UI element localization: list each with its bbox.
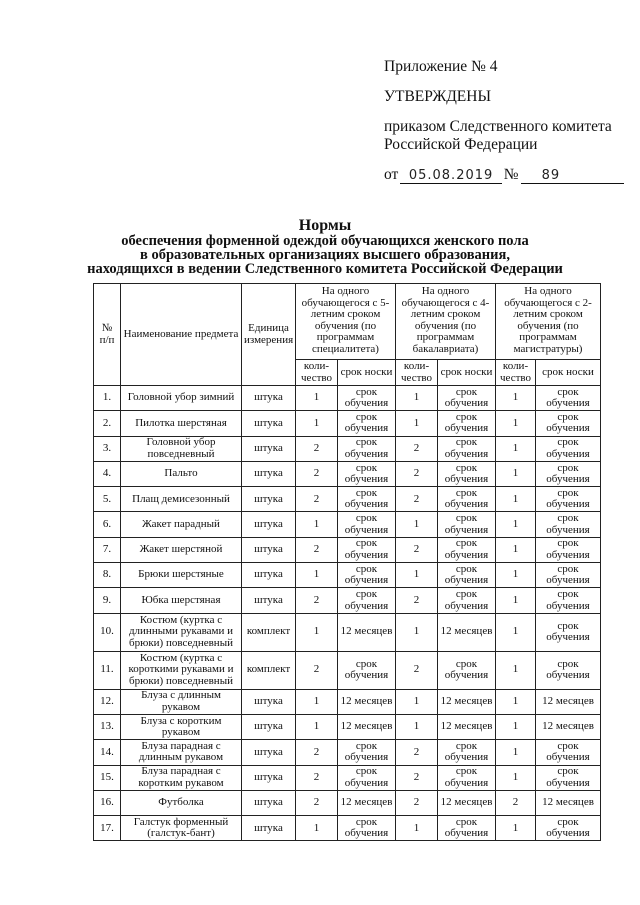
qty-2-year: 1 [496, 816, 536, 841]
qty-5-year: 1 [296, 714, 338, 739]
item-name: Жакет шерстяной [121, 537, 242, 562]
qty-4-year: 1 [396, 689, 438, 714]
term-5-year: срок обучения [338, 651, 396, 689]
item-name: Блуза с коротким рукавом [121, 714, 242, 739]
header-name: Наименование предмета [121, 284, 242, 386]
row-number: 17. [94, 816, 121, 841]
item-name: Пилотка шерстяная [121, 411, 242, 436]
term-2-year: срок обучения [536, 740, 601, 765]
item-name: Костюм (куртка с длинными рукавами и брюки) повседневный [121, 613, 242, 651]
row-number: 6. [94, 512, 121, 537]
term-4-year: 12 месяцев [438, 613, 496, 651]
item-unit: штука [242, 487, 296, 512]
qty-5-year: 2 [296, 790, 338, 815]
term-4-year: срок обучения [438, 651, 496, 689]
row-number: 13. [94, 714, 121, 739]
term-4-year: 12 месяцев [438, 689, 496, 714]
item-name: Юбка шерстяная [121, 588, 242, 613]
item-unit: штука [242, 790, 296, 815]
qty-4-year: 2 [396, 436, 438, 461]
from-label: от [384, 166, 399, 183]
qty-5-year: 2 [296, 436, 338, 461]
term-2-year: срок обучения [536, 765, 601, 790]
term-2-year: 12 месяцев [536, 689, 601, 714]
row-number: 2. [94, 411, 121, 436]
qty-2-year: 1 [496, 436, 536, 461]
qty-5-year: 1 [296, 689, 338, 714]
row-number: 1. [94, 386, 121, 411]
qty-4-year: 2 [396, 765, 438, 790]
item-name: Головной убор зимний [121, 386, 242, 411]
qty-4-year: 2 [396, 588, 438, 613]
term-2-year: срок обучения [536, 512, 601, 537]
qty-2-year: 1 [496, 613, 536, 651]
table-row [94, 765, 601, 790]
item-name: Галстук форменный (галстук-бант) [121, 816, 242, 841]
item-unit: комплект [242, 651, 296, 689]
table-row [94, 613, 601, 651]
item-unit: штука [242, 436, 296, 461]
term-4-year: срок обучения [438, 765, 496, 790]
qty-2-year: 1 [496, 689, 536, 714]
qty-2-year: 1 [496, 411, 536, 436]
term-2-year: 12 месяцев [536, 790, 601, 815]
term-2-year: срок обучения [536, 386, 601, 411]
term-5-year: срок обучения [338, 411, 396, 436]
item-unit: комплект [242, 613, 296, 651]
row-number: 9. [94, 588, 121, 613]
table-row [94, 563, 601, 588]
item-name: Брюки шерстяные [121, 563, 242, 588]
item-unit: штука [242, 461, 296, 486]
term-5-year: срок обучения [338, 512, 396, 537]
qty-5-year: 1 [296, 411, 338, 436]
term-5-year: срок обучения [338, 563, 396, 588]
table-row [94, 588, 601, 613]
qty-4-year: 1 [396, 512, 438, 537]
term-4-year: срок обучения [438, 461, 496, 486]
qty-2-year: 1 [496, 461, 536, 486]
term-5-year: срок обучения [338, 461, 396, 486]
document-title [60, 218, 590, 276]
header-num: № п/п [94, 284, 121, 386]
qty-5-year: 1 [296, 816, 338, 841]
qty-2-year: 1 [496, 512, 536, 537]
table-row [94, 512, 601, 537]
qty-5-year: 1 [296, 563, 338, 588]
table-row [94, 411, 601, 436]
header-qty-3: коли-чество [496, 360, 536, 386]
qty-5-year: 1 [296, 512, 338, 537]
qty-4-year: 2 [396, 487, 438, 512]
table-body [94, 386, 601, 841]
qty-4-year: 2 [396, 461, 438, 486]
qty-2-year: 1 [496, 740, 536, 765]
title-line-0: Нормы [298, 217, 352, 234]
table-row [94, 714, 601, 739]
number-label: № [503, 166, 519, 183]
title-line-1: обеспечения форменной одеждой обучающихся женского пола [121, 233, 529, 249]
item-name: Блуза парадная с длинным рукавом [121, 740, 242, 765]
approved-label: УТВЕРЖДЕНЫ [384, 88, 491, 105]
qty-5-year: 2 [296, 461, 338, 486]
row-number: 11. [94, 651, 121, 689]
term-2-year: срок обучения [536, 588, 601, 613]
appendix-label: Приложение № 4 [384, 58, 498, 75]
title-line-3: находящихся в ведении Следственного комитета Российской Федерации [87, 261, 563, 277]
qty-4-year: 2 [396, 651, 438, 689]
item-name: Костюм (куртка с короткими рукавами и брюки) повседневный [121, 651, 242, 689]
qty-4-year: 2 [396, 790, 438, 815]
term-2-year: срок обучения [536, 411, 601, 436]
term-4-year: срок обучения [438, 386, 496, 411]
term-4-year: срок обучения [438, 588, 496, 613]
row-number: 7. [94, 537, 121, 562]
qty-5-year: 2 [296, 765, 338, 790]
item-name: Пальто [121, 461, 242, 486]
approval-block [384, 58, 624, 184]
table-row [94, 740, 601, 765]
term-4-year: срок обучения [438, 740, 496, 765]
term-4-year: срок обучения [438, 487, 496, 512]
norms-table [93, 283, 601, 841]
term-5-year: срок обучения [338, 436, 396, 461]
item-unit: штука [242, 689, 296, 714]
item-unit: штука [242, 714, 296, 739]
table-row [94, 651, 601, 689]
term-5-year: срок обучения [338, 386, 396, 411]
term-5-year: срок обучения [338, 588, 396, 613]
row-number: 8. [94, 563, 121, 588]
header-qty-2: коли-чество [396, 360, 438, 386]
qty-5-year: 2 [296, 537, 338, 562]
table-row [94, 386, 601, 411]
item-unit: штука [242, 816, 296, 841]
term-2-year: срок обучения [536, 537, 601, 562]
table-row [94, 689, 601, 714]
order-line-1: приказом Следственного комитета [384, 118, 612, 135]
qty-4-year: 1 [396, 411, 438, 436]
term-2-year: срок обучения [536, 651, 601, 689]
qty-2-year: 2 [496, 790, 536, 815]
item-unit: штука [242, 537, 296, 562]
term-5-year: срок обучения [338, 487, 396, 512]
row-number: 10. [94, 613, 121, 651]
term-2-year: срок обучения [536, 613, 601, 651]
header-term-2: срок носки [438, 360, 496, 386]
term-2-year: срок обучения [536, 816, 601, 841]
term-2-year: срок обучения [536, 436, 601, 461]
term-4-year: 12 месяцев [438, 790, 496, 815]
order-line-2: Российской Федерации [384, 136, 538, 153]
item-name: Блуза парадная с коротким рукавом [121, 765, 242, 790]
term-4-year: срок обучения [438, 816, 496, 841]
qty-4-year: 1 [396, 563, 438, 588]
term-4-year: срок обучения [438, 411, 496, 436]
qty-5-year: 2 [296, 588, 338, 613]
row-number: 3. [94, 436, 121, 461]
item-unit: штука [242, 588, 296, 613]
item-unit: штука [242, 765, 296, 790]
item-unit: штука [242, 563, 296, 588]
header-term-1: срок носки [338, 360, 396, 386]
item-unit: штука [242, 740, 296, 765]
qty-2-year: 1 [496, 386, 536, 411]
row-number: 12. [94, 689, 121, 714]
item-unit: штука [242, 411, 296, 436]
table-row [94, 436, 601, 461]
qty-2-year: 1 [496, 714, 536, 739]
term-5-year: срок обучения [338, 765, 396, 790]
item-name: Плащ демисезонный [121, 487, 242, 512]
item-name: Головной убор повседневный [121, 436, 242, 461]
row-number: 15. [94, 765, 121, 790]
header-qty-1: коли-чество [296, 360, 338, 386]
header-term-3: срок носки [536, 360, 601, 386]
header-unit: Единица измерения [242, 284, 296, 386]
term-2-year: 12 месяцев [536, 714, 601, 739]
item-name: Блуза с длинным рукавом [121, 689, 242, 714]
table-row [94, 816, 601, 841]
term-5-year: 12 месяцев [338, 714, 396, 739]
term-5-year: срок обучения [338, 537, 396, 562]
term-4-year: срок обучения [438, 563, 496, 588]
row-number: 16. [94, 790, 121, 815]
qty-4-year: 1 [396, 816, 438, 841]
item-unit: штука [242, 386, 296, 411]
term-5-year: срок обучения [338, 816, 396, 841]
term-2-year: срок обучения [536, 563, 601, 588]
item-unit: штука [242, 512, 296, 537]
item-name: Футболка [121, 790, 242, 815]
term-2-year: срок обучения [536, 487, 601, 512]
order-number: 89 [521, 169, 582, 184]
row-number: 5. [94, 487, 121, 512]
qty-5-year: 2 [296, 651, 338, 689]
row-number: 4. [94, 461, 121, 486]
qty-4-year: 1 [396, 714, 438, 739]
qty-2-year: 1 [496, 563, 536, 588]
term-4-year: срок обучения [438, 537, 496, 562]
qty-2-year: 1 [496, 588, 536, 613]
qty-5-year: 1 [296, 613, 338, 651]
qty-4-year: 2 [396, 740, 438, 765]
qty-4-year: 2 [396, 537, 438, 562]
qty-2-year: 1 [496, 651, 536, 689]
qty-2-year: 1 [496, 765, 536, 790]
title-line-2: в образовательных организациях высшего образования, [140, 247, 510, 263]
term-4-year: срок обучения [438, 512, 496, 537]
header-group-5-year: На одного обучающегося с 5-летним сроком обучения (по программам специалитета) [296, 284, 396, 360]
table-row [94, 487, 601, 512]
table-row [94, 461, 601, 486]
term-2-year: срок обучения [536, 461, 601, 486]
qty-5-year: 2 [296, 740, 338, 765]
order-date-line [384, 166, 624, 184]
item-name: Жакет парадный [121, 512, 242, 537]
term-4-year: 12 месяцев [438, 714, 496, 739]
term-5-year: срок обучения [338, 740, 396, 765]
number-underline [581, 169, 624, 184]
table-row [94, 537, 601, 562]
row-number: 14. [94, 740, 121, 765]
table-row [94, 790, 601, 815]
term-5-year: 12 месяцев [338, 613, 396, 651]
header-group-2-year: На одного обучающегося с 2-летним сроком обучения (по программам магистратуры) [496, 284, 601, 360]
order-date: 05.08.2019 [400, 169, 501, 184]
qty-2-year: 1 [496, 537, 536, 562]
qty-5-year: 1 [296, 386, 338, 411]
qty-5-year: 2 [296, 487, 338, 512]
term-4-year: срок обучения [438, 436, 496, 461]
term-5-year: 12 месяцев [338, 790, 396, 815]
term-5-year: 12 месяцев [338, 689, 396, 714]
qty-4-year: 1 [396, 386, 438, 411]
header-group-4-year: На одного обучающегося с 4-летним сроком обучения (по программам бакалавриата) [396, 284, 496, 360]
qty-4-year: 1 [396, 613, 438, 651]
qty-2-year: 1 [496, 487, 536, 512]
